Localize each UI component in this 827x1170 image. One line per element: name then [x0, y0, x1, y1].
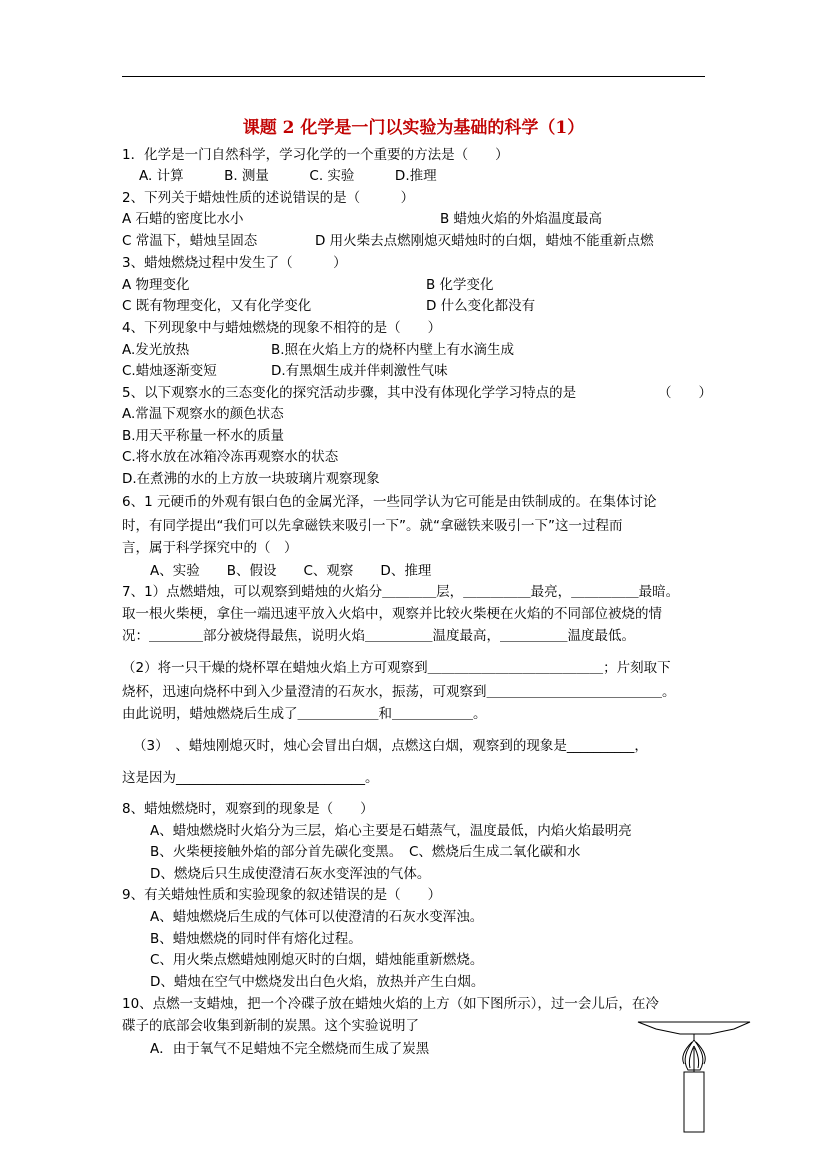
- q5-stem: 5、以下观察水的三态变化的探究活动步骤，其中没有体现化学学习特点的是: [122, 385, 577, 401]
- q9-option-d: D、蜡烛在空气中燃烧发出白色火焰，放热并产生白烟。: [150, 974, 485, 990]
- q4-option-d: D.有黑烟生成并伴刺激性气味: [271, 363, 448, 379]
- q10-line-2: 碟子的底部会收集到新制的炭黑。这个实验说明了: [122, 1018, 419, 1034]
- header-rule: [122, 76, 705, 77]
- q4-stem: 4、下列现象中与蜡烛燃烧的现象不相符的是（ ）: [122, 320, 442, 336]
- q9-stem: 9、有关蜡烛性质和实验现象的叙述错误的是（ ）: [122, 887, 442, 903]
- q6-line-2: 时，有同学提出“我们可以先拿磁铁来吸引一下”。就“拿磁铁来吸引一下”这一过程而: [122, 518, 623, 534]
- q10-line-1: 10、点燃一支蜡烛，把一个冷碟子放在蜡烛火焰的上方（如下图所示），过一会儿后，在冷: [122, 996, 659, 1012]
- q1-options: A. 计算 B. 测量 C. 实验 D.推理: [139, 168, 437, 184]
- q2-option-d: D 用火柴去点燃刚熄灭蜡烛时的白烟，蜡烛不能重新点燃: [315, 233, 654, 249]
- q9-option-c: C、用火柴点燃蜡烛刚熄灭时的白烟，蜡烛能重新燃烧。: [150, 952, 484, 968]
- q10-option-a: A．由于氧气不足蜡烛不完全燃烧而生成了炭黑: [150, 1041, 430, 1057]
- q2-option-c: C 常温下，蜡烛呈固态: [122, 233, 258, 249]
- page-title: 课题 2 化学是一门以实验为基础的科学（1）: [242, 118, 585, 138]
- q4-option-a: A.发光放热: [122, 342, 190, 358]
- q8-option-bc: B、火柴梗接触外焰的部分首先碳化变黑。 C、燃烧后生成二氧化碳和水: [150, 844, 581, 860]
- q2-stem: 2、下列关于蜡烛性质的述说错误的是（ ）: [122, 190, 415, 206]
- q5-option-c: C.将水放在冰箱冷冻再观察水的状态: [122, 449, 339, 465]
- q3-option-a: A 物理变化: [122, 277, 190, 293]
- q1-stem: 1．化学是一门自然科学，学习化学的一个重要的方法是（ ）: [122, 147, 509, 163]
- q2-option-a: A 石蜡的密度比水小: [122, 211, 244, 227]
- q7-part3-line-2: 这是因为____________________________。: [122, 770, 379, 786]
- q8-option-d: D、燃烧后只生成使澄清石灰水变浑浊的气体。: [150, 866, 431, 882]
- q5-option-a: A.常温下观察水的颜色状态: [122, 406, 284, 422]
- q7-part2-line-1: （2）将一只干燥的烧杯罩在蜡烛火焰上方可观察到＿＿＿＿＿＿＿＿＿＿＿＿＿；片刻取下: [122, 660, 671, 676]
- q3-option-d: D 什么变化都没有: [426, 298, 536, 314]
- q3-option-b: B 化学变化: [426, 277, 494, 293]
- q9-option-a: A、蜡烛燃烧后生成的气体可以使澄清的石灰水变浑浊。: [150, 909, 484, 925]
- q2-option-b: B 蜡烛火焰的外焰温度最高: [440, 211, 603, 227]
- q7-part2-line-2: 烧杯，迅速向烧杯中到入少量澄清的石灰水，振荡，可观察到＿＿＿＿＿＿＿＿＿＿＿＿＿。: [122, 684, 676, 700]
- q6-line-1: 6、1 元硬币的外观有银白色的金属光泽，一些同学认为它可能是由铁制成的。在集体讨论: [122, 494, 657, 510]
- q7-part3-line-1: （3） 、蜡烛刚熄灭时，烛心会冒出白烟，点燃这白烟，观察到的现象是__________，: [133, 738, 648, 754]
- candle: [684, 1072, 704, 1132]
- q3-option-c: C 既有物理变化，又有化学变化: [122, 298, 312, 314]
- q4-option-c: C.蜡烛逐渐变短: [122, 363, 217, 379]
- q6-options: A、实验 B、假设 C、观察 D、推理: [150, 563, 432, 579]
- q7-line-3: 况：＿＿＿＿部分被烧得最焦，说明火焰＿＿＿＿＿温度最高，＿＿＿＿＿温度最低。: [122, 628, 635, 644]
- q5-option-b: B.用天平称量一杯水的质量: [122, 428, 285, 444]
- q8-stem: 8、蜡烛燃烧时，观察到的现象是（ ）: [122, 801, 374, 817]
- q7-line-2: 取一根火柴梗，拿住一端迅速平放入火焰中，观察并比较火柴梗在火焰的不同部位被烧的情: [122, 606, 662, 622]
- candle-plate-apparatus: [636, 1012, 756, 1142]
- q6-line-3: 言，属于科学探究中的（ ）: [122, 540, 298, 556]
- q3-stem: 3、蜡烛燃烧过程中发生了（ ）: [122, 255, 347, 271]
- q4-option-b: B.照在火焰上方的烧杯内壁上有水滴生成: [271, 342, 515, 358]
- q7-line-1: 7、1）点燃蜡烛，可以观察到蜡烛的火焰分＿＿＿＿层，＿＿＿＿＿最亮，＿＿＿＿＿最暗。: [122, 584, 680, 600]
- cold-plate: [638, 1022, 750, 1034]
- q5-answer-paren: （ ）: [658, 385, 712, 401]
- q9-option-b: B、蜡烛燃烧的同时伴有熔化过程。: [150, 931, 362, 947]
- q7-part2-line-3: 由此说明，蜡烛燃烧后生成了＿＿＿＿＿＿和＿＿＿＿＿＿。: [122, 706, 487, 722]
- q5-option-d: D.在煮沸的水的上方放一块玻璃片观察现象: [122, 471, 380, 487]
- q8-option-a: A、蜡烛燃烧时火焰分为三层，焰心主要是石蜡蒸气，温度最低，内焰火焰最明亮: [150, 823, 632, 839]
